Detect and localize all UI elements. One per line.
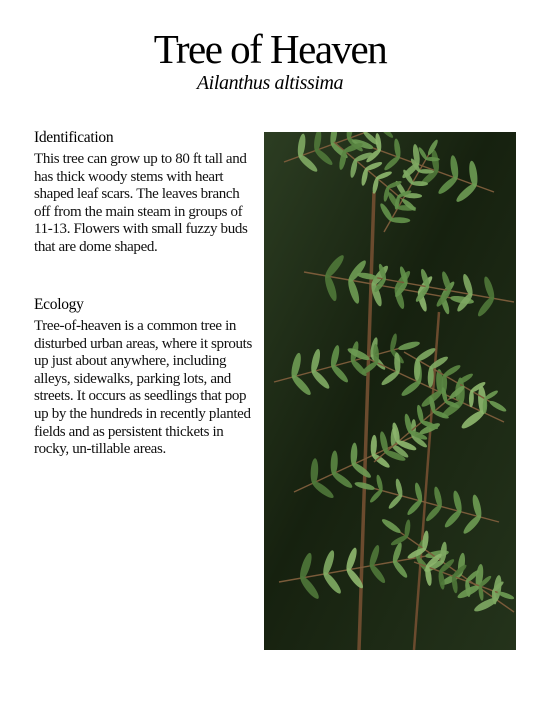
ecology-section <box>34 296 256 459</box>
ecology-heading: Ecology <box>34 296 84 313</box>
tree-foliage-photo <box>264 132 516 650</box>
ecology-text: Tree-of-heaven is a common tree in disturbed urban areas, where it sprouts up just about anywhere, including alleys, sidewalks, parking lots, and streets. It occurs as seedlings that pop up by the hundreds in recently planted fields and as persistent thickets in rocky, un-tillable areas. <box>34 318 252 458</box>
identification-heading: Identification <box>34 129 114 146</box>
page-title: Tree of Heaven <box>153 26 387 72</box>
scientific-name: Ailanthus altissima <box>196 72 344 94</box>
foliage-illustration <box>264 132 516 650</box>
page-header <box>0 26 540 94</box>
identification-text: This tree can grow up to 80 ft tall and has thick woody stems with heart shaped leaf scars. The leaves branch off from the main steam in groups of 11-13. Flowers with small fuzzy buds that are dome shaped. <box>34 151 248 255</box>
identification-section <box>34 129 256 257</box>
